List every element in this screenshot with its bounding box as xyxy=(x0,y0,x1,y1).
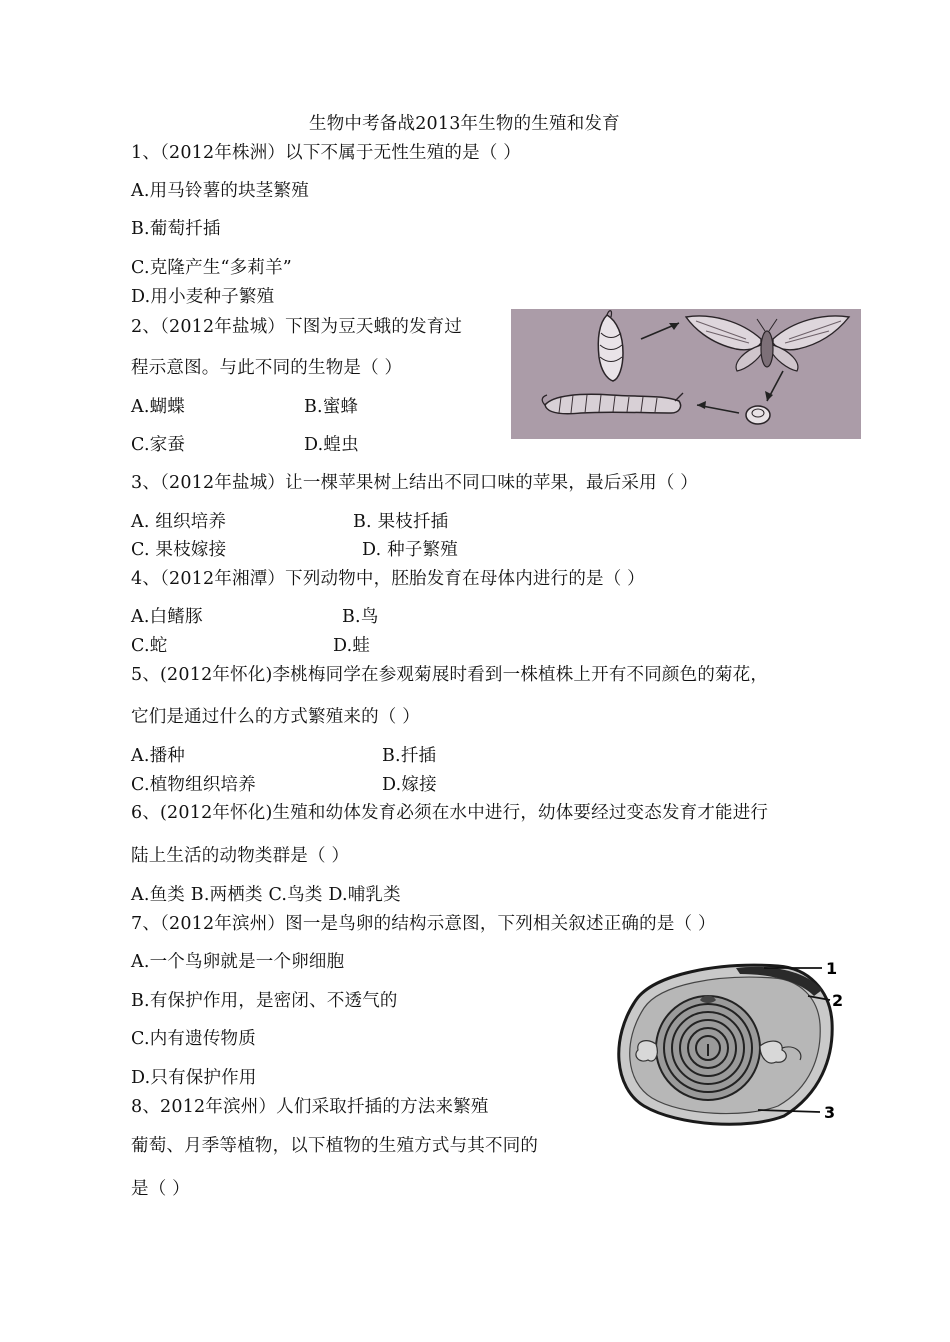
q3-stem: 3、（2012年盐城）让一棵苹果树上结出不同口味的苹果，最后采用（ ） xyxy=(131,473,698,493)
page-title: 生物中考备战2013年生物的生殖和发育 xyxy=(309,114,620,134)
hawkmoth-lifecycle-figure xyxy=(511,309,861,439)
q7-option-c: C.内有遗传物质 xyxy=(131,1029,256,1049)
q1-option-a: A.用马铃薯的块茎繁殖 xyxy=(131,181,309,201)
q2-option-d: D.蝗虫 xyxy=(304,435,359,455)
q2-option-b: B.蜜蜂 xyxy=(304,397,359,417)
q7-stem: 7、（2012年滨州）图一是鸟卵的结构示意图，下列相关叙述正确的是（ ） xyxy=(131,914,716,934)
q2-stem-line1: 2、（2012年盐城）下图为豆天蛾的发育过 xyxy=(131,317,463,337)
q5-option-d: D.嫁接 xyxy=(382,775,437,795)
label-1: 1 xyxy=(826,960,838,978)
q4-option-b: B.鸟 xyxy=(342,607,379,627)
q7-option-a: A.一个鸟卵就是一个卵细胞 xyxy=(131,952,345,972)
q3-option-c: C. 果枝嫁接 xyxy=(131,540,227,560)
q8-stem-line3: 是（ ） xyxy=(131,1179,190,1199)
q3-option-d: D. 种子繁殖 xyxy=(362,540,458,560)
q4-stem: 4、（2012年湘潭）下列动物中，胚胎发育在母体内进行的是（ ） xyxy=(131,569,645,589)
q1-option-d: D.用小麦种子繁殖 xyxy=(131,287,275,307)
q6-stem-line1: 6、(2012年怀化)生殖和幼体发育必须在水中进行，幼体要经过变态发育才能进行 xyxy=(131,803,769,823)
q8-stem-line2: 葡萄、月季等植物，以下植物的生殖方式与其不同的 xyxy=(131,1136,539,1156)
q3-option-a: A. 组织培养 xyxy=(131,512,227,532)
q7-option-b: B.有保护作用，是密闭、不透气的 xyxy=(131,991,398,1011)
label-3: 3 xyxy=(824,1103,836,1122)
q2-stem-line2: 程示意图。与此不同的生物是（ ） xyxy=(131,358,403,378)
q2-option-c: C.家蚕 xyxy=(131,435,186,455)
q5-stem-line2: 它们是通过什么的方式繁殖来的（ ） xyxy=(131,707,420,727)
label-2: 2 xyxy=(832,991,844,1010)
q2-option-a: A.蝴蝶 xyxy=(131,397,186,417)
yolk-icon xyxy=(656,996,760,1101)
q4-option-c: C.蛇 xyxy=(131,636,168,656)
q1-option-b: B.葡萄扦插 xyxy=(131,219,221,239)
q6-stem-line2: 陆上生活的动物类群是（ ） xyxy=(131,846,350,866)
q8-stem-line1: 8、2012年滨州）人们采取扦插的方法来繁殖 xyxy=(131,1097,489,1117)
egg-icon xyxy=(746,406,770,424)
q7-option-d: D.只有保护作用 xyxy=(131,1068,257,1088)
q4-option-a: A.白鳍豚 xyxy=(131,607,203,627)
q1-stem: 1、（2012年株洲）以下不属于无性生殖的是（ ） xyxy=(131,143,521,163)
bird-egg-structure-figure xyxy=(608,960,848,1130)
q1-option-c: C.克隆产生“多莉羊” xyxy=(131,258,292,278)
q6-options: A.鱼类 B.两栖类 C.鸟类 D.哺乳类 xyxy=(131,885,401,905)
q4-option-d: D.蛙 xyxy=(333,636,371,656)
q5-stem-line1: 5、(2012年怀化)李桃梅同学在参观菊展时看到一株植株上开有不同颜色的菊花， xyxy=(131,665,769,685)
q5-option-a: A.播种 xyxy=(131,746,186,766)
q3-option-b: B. 果枝扦插 xyxy=(353,512,449,532)
q5-option-b: B.扦插 xyxy=(382,746,437,766)
q5-option-c: C.植物组织培养 xyxy=(131,775,256,795)
